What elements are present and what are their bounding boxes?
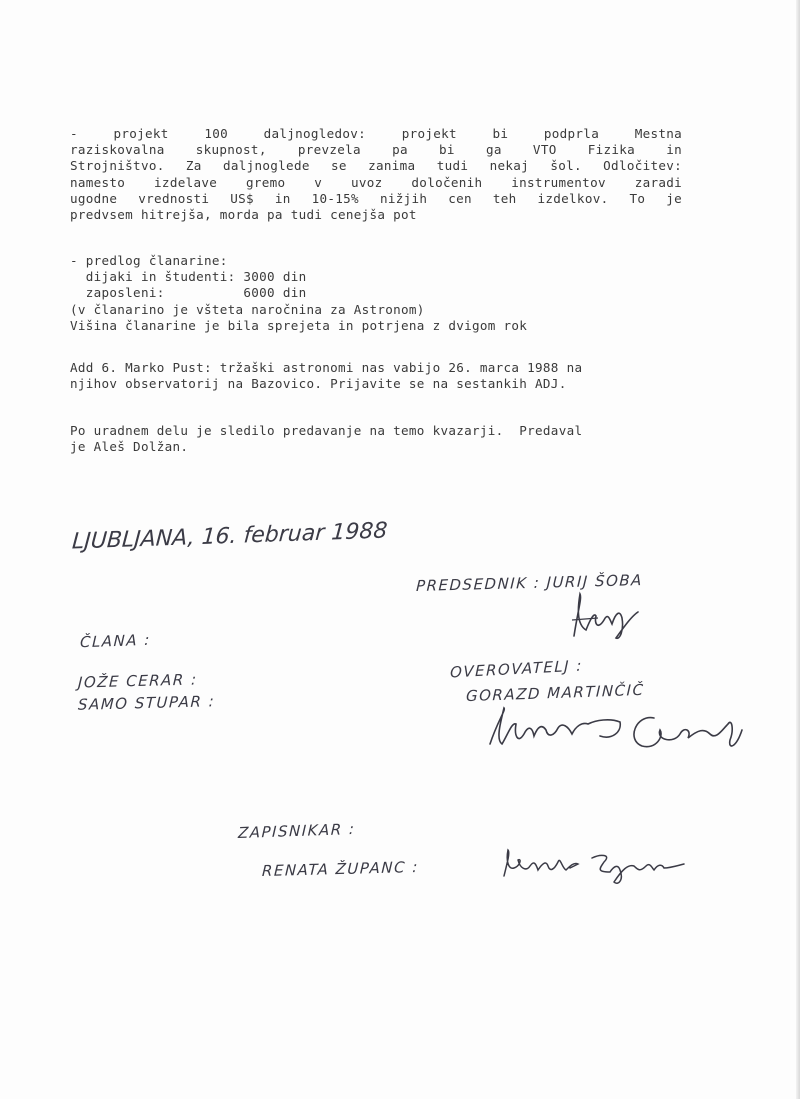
verifier-name: GORAZD MARTINČIČ <box>465 680 645 706</box>
president-label: PREDSEDNIK : JURIJ ŠOBA <box>415 571 644 595</box>
text-line: Višina članarine je bila sprejeta in potrjena z dvigom rok <box>70 317 528 333</box>
verifier-title: OVEROVATELJ : <box>449 656 584 682</box>
recorder-title: ZAPISNIKAR : <box>237 819 356 843</box>
paragraph-membership-fee <box>70 253 682 334</box>
text-line: Strojništvo. Za daljnoglede se zanima tudi nekaj šol. Odločitev: <box>70 158 682 174</box>
members-title: ČLANA : <box>79 630 152 652</box>
text-line: - projekt 100 daljnogledov: projekt bi podprla Mestna <box>70 126 682 141</box>
paragraph-telescope-project <box>70 126 682 223</box>
recorder-signature <box>500 846 690 886</box>
text-line: zaposleni: 6000 din <box>70 285 307 301</box>
text-line: Po uradnem delu je sledilo predavanje na temo kvazarji. Predaval <box>70 423 583 438</box>
member-2: SAMO STUPAR : <box>77 692 216 714</box>
text-line: Add 6. Marko Pust: tržaški astronomi nas vabijo 26. marca 1988 na <box>70 360 583 375</box>
paper-edge <box>796 0 800 1099</box>
paragraph-lecture <box>70 423 682 455</box>
text-line: je Aleš Dolžan. <box>70 439 189 455</box>
text-line: njihov observatorij na Bazovico. Prijavite se na sestankih ADJ. <box>70 376 567 392</box>
text-line: predvsem hitrejša, morda pa tudi cenejša pot <box>70 206 417 222</box>
text-line: - predlog članarine: <box>70 253 228 268</box>
text-line: (v članarino je všteta naročnina za Astronom) <box>70 301 425 317</box>
member-1: JOŽE CERAR : <box>77 670 199 692</box>
recorder-name: RENATA ŽUPANC : <box>261 857 420 881</box>
place-date: LJUBLJANA, 16. februar 1988 <box>71 518 389 555</box>
text-line: dijaki in študenti: 3000 din <box>70 269 307 285</box>
text-line: namesto izdelave gremo v uvoz določenih instrumentov zaradi <box>70 174 682 190</box>
text-line: ugodne vrednosti US$ in 10-15% nižjih cen teh izdelkov. To je <box>70 190 682 206</box>
text-line: raziskovalna skupnost, prevzela pa bi ga VTO Fizika in <box>70 142 682 158</box>
verifier-signature <box>484 700 754 760</box>
paragraph-add-6 <box>70 360 682 392</box>
president-signature <box>568 590 648 642</box>
